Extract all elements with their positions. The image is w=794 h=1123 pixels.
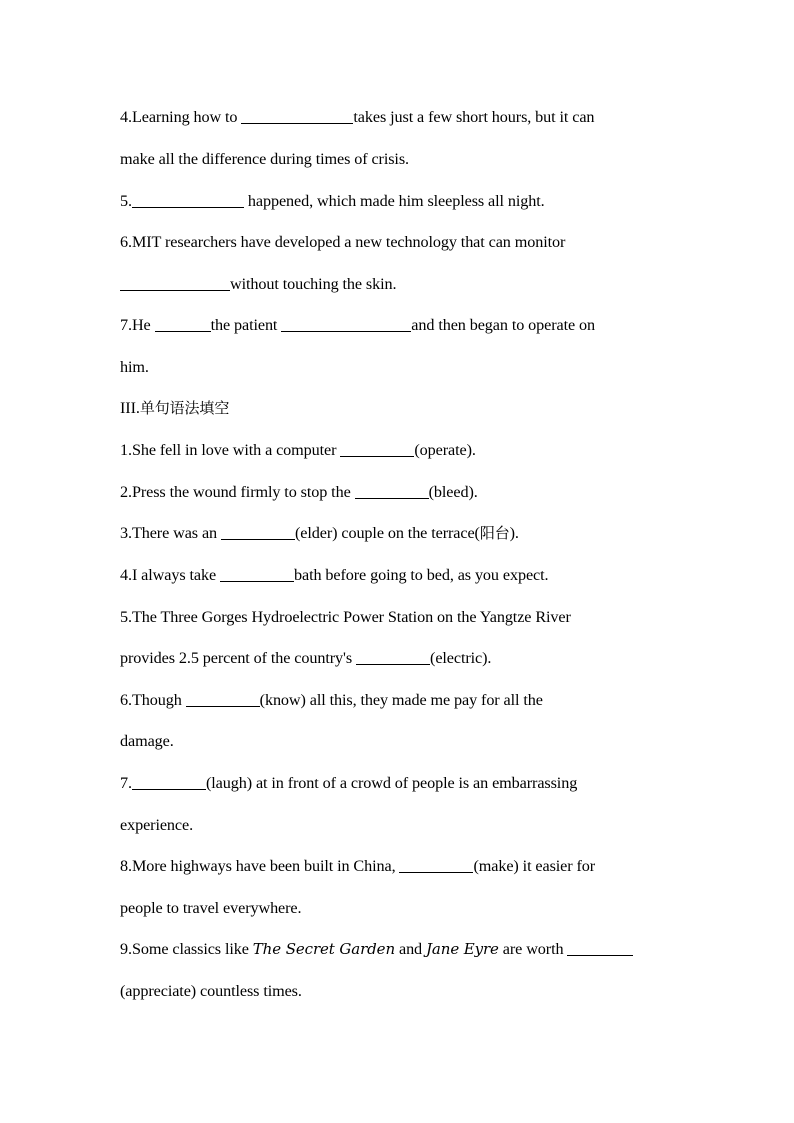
answer-blank[interactable]	[221, 525, 295, 540]
question-item: 3.There was an (elder) couple on the terrace(阳台).	[120, 524, 519, 542]
question-continuation: (appreciate) countless times.	[120, 982, 302, 1000]
answer-blank[interactable]	[186, 692, 260, 707]
question-item: 6.Though (know) all this, they made me pay for all the	[120, 691, 543, 709]
question-item: 4.Learning how to takes just a few short hours, but it can	[120, 108, 595, 126]
question-item: 6.MIT researchers have developed a new technology that can monitor	[120, 233, 566, 251]
question-item: 2.Press the wound firmly to stop the (bleed).	[120, 483, 478, 501]
answer-blank[interactable]	[281, 317, 411, 332]
question-item: 4.I always take bath before going to bed, as you expect.	[120, 566, 549, 584]
book-title: The Secret Garden	[252, 940, 396, 958]
answer-blank[interactable]	[567, 941, 633, 956]
question-item: 9.Some classics like The Secret Garden and Jane Eyre are worth	[120, 939, 633, 959]
answer-blank[interactable]	[220, 567, 294, 582]
answer-blank[interactable]	[155, 317, 211, 332]
question-item: 5. happened, which made him sleepless all night.	[120, 192, 545, 210]
answer-blank[interactable]	[399, 858, 473, 873]
question-continuation: people to travel everywhere.	[120, 899, 302, 917]
question-item: 5.The Three Gorges Hydroelectric Power Station on the Yangtze River	[120, 608, 571, 626]
answer-blank[interactable]	[355, 484, 429, 499]
question-item: 7.He the patient and then began to operate on	[120, 316, 596, 334]
answer-blank[interactable]	[132, 193, 244, 208]
book-title: Jane Eyre	[426, 940, 499, 958]
answer-blank[interactable]	[120, 276, 230, 291]
question-item: 8.More highways have been built in China, (make) it easier for	[120, 857, 596, 875]
answer-blank[interactable]	[340, 442, 414, 457]
answer-blank[interactable]	[356, 650, 430, 665]
question-continuation: without touching the skin.	[120, 274, 396, 294]
question-continuation: damage.	[120, 732, 174, 750]
question-item: 1.She fell in love with a computer (operate).	[120, 441, 476, 459]
question-continuation: make all the difference during times of crisis.	[120, 150, 409, 168]
question-item: 7. (laugh) at in front of a crowd of people is an embarrassing	[120, 774, 578, 792]
section-heading: III.单句语法填空	[120, 399, 230, 417]
question-continuation: him.	[120, 358, 149, 376]
question-continuation: provides 2.5 percent of the country's (electric).	[120, 649, 492, 667]
answer-blank[interactable]	[241, 109, 353, 124]
answer-blank[interactable]	[132, 775, 206, 790]
question-continuation: experience.	[120, 816, 194, 834]
